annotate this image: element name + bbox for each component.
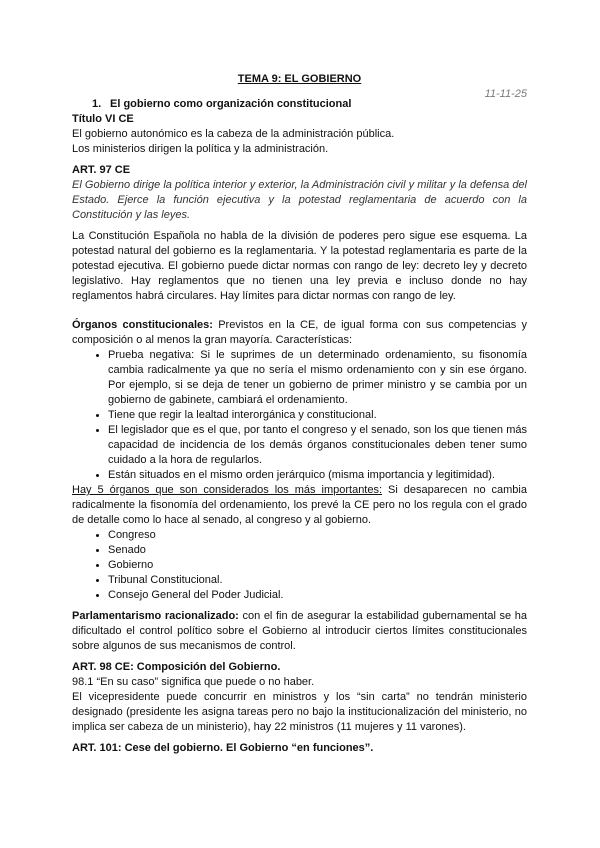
art97-heading: ART. 97 CE [72, 164, 131, 176]
list-item: • Prueba negativa: Si le suprimes de un determinado ordenamiento, su fisonomía cambia radicalmente ya que no sería el mismo ordenamiento con y sin ese órgano. Por ejemplo, si se deja de tener un gobierno de primer ministro y se cambia por un gobierno de gabinete, cambiará el ordenamiento. [108, 348, 527, 408]
art97-body: La Constitución Española no habla de la división de poderes pero sigue ese esquema. La potestad natural del gobierno es la reglamentaria. Y la potestad reglamentaria es parte de la potestad ejecutiva. El gobierno puede dictar normas con rango de ley: decreto ley y decreto legislativo. Hay reglamentos que no tienen una ley previa e incluso donde no hay reglamentos habrá circulares. Hay límites para dictar normas con rango de ley. [72, 230, 527, 302]
organos-characteristics-list [72, 348, 527, 483]
art98-paragraph: El vicepresidente puede concurrir en ministros y los “sin carta” no tendrán ministerio designado (presidente les asigna tareas pero no bajo la institucionalización del ministerio, no implica ser cabeza de un ministerio), hay 22 ministros (11 mujeres y 11 varones). [72, 691, 527, 733]
five-organs-list [72, 528, 527, 603]
list-item: • Consejo General del Poder Judicial. [108, 588, 527, 603]
organos-label: Órganos constitucionales: [72, 319, 213, 331]
titulo-vi-line: Los ministerios dirigen la política y la administración. [72, 143, 329, 155]
section-title: El gobierno como organización constitucional [110, 98, 352, 110]
titulo-vi-heading: Título VI CE [72, 113, 134, 125]
organos-paragraph [72, 318, 527, 348]
list-item: • Congreso [108, 528, 527, 543]
section-number: 1. [92, 98, 102, 110]
five-organs-label: Hay 5 órganos que son considerados los más importantes: [72, 484, 383, 496]
date-label: 11-11-25 [484, 88, 527, 100]
five-organs-text: Si desaparecen no cambia radicalmente la fisonomía del ordenamiento, los prevé la CE pero no los regula con el grado de detalle como lo hace al senado, al congreso y al gobierno. [72, 484, 527, 526]
list-item: • El legislador que es el que, por tanto el congreso y el senado, son los que tienen más capacidad de incidencia de los demás órganos constitucionales deben tener sumo cuidado a la hora de regularlos. [108, 423, 527, 468]
page-title: TEMA 9: EL GOBIERNO [237, 73, 362, 85]
list-item: • Tribunal Constitucional. [108, 573, 527, 588]
section-heading [92, 97, 527, 112]
list-item: • Están situados en el mismo orden jerárquico (misma importancia y legitimidad). [108, 468, 527, 483]
art101-heading: ART. 101: Cese del gobierno. El Gobierno “en funciones”. [72, 742, 374, 754]
parlamentarismo-label: Parlamentarismo racionalizado: [72, 610, 239, 622]
titulo-vi-line: El gobierno autonómico es la cabeza de la administración pública. [72, 128, 395, 140]
art98-heading: ART. 98 CE: Composición del Gobierno. [72, 661, 281, 673]
art98-line: 98.1 “En su caso” significa que puede o no haber. [72, 676, 315, 688]
list-item: • Tiene que regir la lealtad interorgánica y constitucional. [108, 408, 527, 423]
parlamentarismo-paragraph [72, 609, 527, 654]
list-item: • Gobierno [108, 558, 527, 573]
document-page [72, 72, 527, 756]
five-organs-paragraph [72, 483, 527, 528]
list-item: • Senado [108, 543, 527, 558]
art97-quote: El Gobierno dirige la política interior y exterior, la Administración civil y militar y la defensa del Estado. Ejerce la función ejecutiva y la potestad reglamentaria de acuerdo con la Constitución y las leyes. [72, 179, 527, 221]
organos-intro: Previstos en la CE, de igual forma con sus competencias y composición o al menos la gran mayoría. Características: [72, 319, 527, 346]
parlamentarismo-text: con el fin de asegurar la estabilidad gubernamental se ha dificultado el control político sobre el Gobierno al introducir ciertos límites constitucionales sobre algunos de sus mecanismos de control. [72, 610, 527, 652]
